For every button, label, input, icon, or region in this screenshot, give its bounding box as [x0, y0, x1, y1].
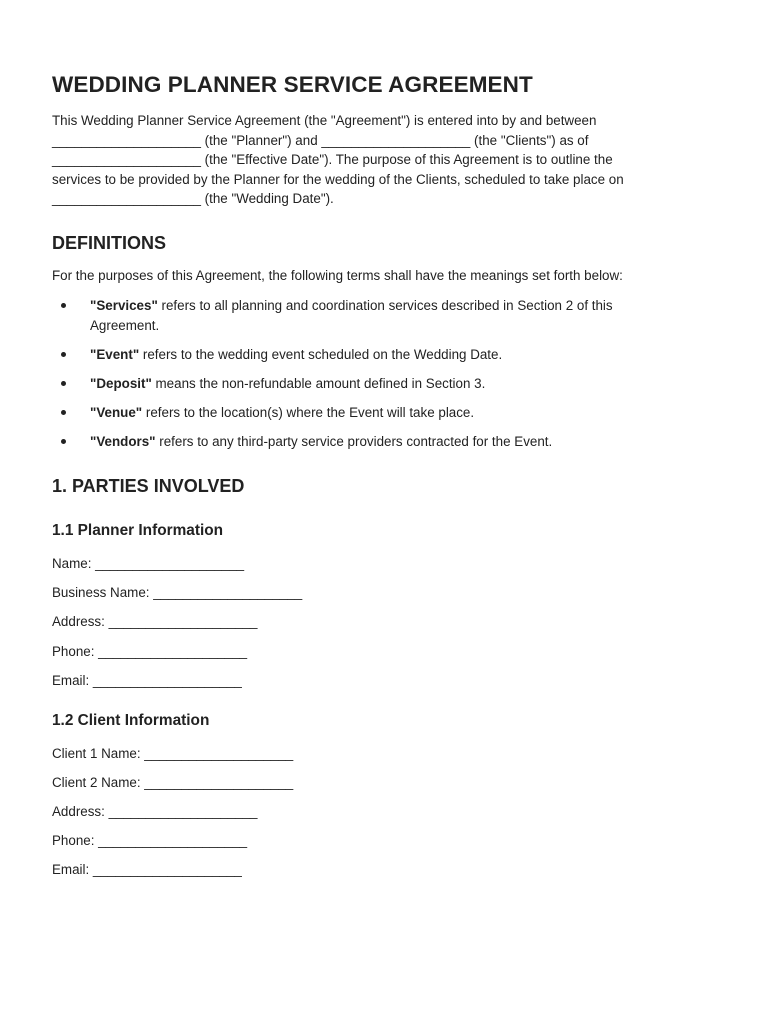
definitions-list: [52, 296, 722, 461]
planner-address-field[interactable]: Address: ____________________: [52, 614, 258, 629]
definition-text: refers to all planning and coordination services described in Section 2 of this: [157, 298, 613, 313]
bullet-icon: [61, 439, 66, 444]
definition-term: "Vendors": [90, 433, 156, 449]
client-address-field[interactable]: Address: ____________________: [52, 804, 258, 819]
client-info-heading: 1.2 Client Information: [52, 712, 210, 729]
intro-line: ____________________ (the "Wedding Date").: [52, 191, 334, 206]
planner-name-field[interactable]: Name: ____________________: [52, 556, 245, 571]
planner-phone-field[interactable]: Phone: ____________________: [52, 644, 248, 659]
client-phone-field[interactable]: Phone: ____________________: [52, 833, 248, 848]
client2-name-field[interactable]: Client 2 Name: ____________________: [52, 775, 294, 790]
definition-term: "Services": [90, 298, 158, 313]
definition-item-event: [52, 345, 722, 365]
bullet-icon: [61, 303, 66, 308]
definitions-lead: For the purposes of this Agreement, the following terms shall have the meanings set forth below:: [52, 268, 623, 283]
bullet-icon: [61, 410, 66, 415]
intro-line: ____________________ (the "Effective Date"). The purpose of this Agreement is to outline the: [52, 152, 613, 167]
planner-business-name-field[interactable]: Business Name: ____________________: [52, 585, 303, 600]
parties-heading: 1. PARTIES INVOLVED: [52, 476, 245, 496]
definition-text: refers to the location(s) where the Event will take place.: [142, 404, 475, 420]
definition-text: Agreement.: [90, 317, 160, 333]
bullet-icon: [61, 352, 66, 357]
definition-term: "Deposit": [90, 375, 152, 391]
intro-line: ____________________ (the "Planner") and ____________________ (the "Clients") as of: [52, 132, 589, 148]
intro-line: This Wedding Planner Service Agreement (the "Agreement") is entered into by and between: [52, 113, 597, 128]
definition-item-venue: [52, 403, 722, 423]
definition-term: "Event": [90, 346, 140, 362]
planner-email-field[interactable]: Email: ____________________: [52, 673, 242, 688]
planner-info-heading: 1.1 Planner Information: [52, 522, 224, 539]
bullet-icon: [61, 381, 66, 386]
document-title: WEDDING PLANNER SERVICE AGREEMENT: [52, 72, 533, 97]
definition-item-deposit: [52, 374, 722, 394]
definitions-heading: DEFINITIONS: [52, 233, 167, 253]
client-email-field[interactable]: Email: ____________________: [52, 862, 242, 877]
definition-text: refers to the wedding event scheduled on the Wedding Date.: [139, 346, 503, 362]
definition-text: refers to any third-party service providers contracted for the Event.: [155, 433, 553, 449]
intro-paragraph: [52, 111, 722, 209]
intro-line: services to be provided by the Planner for the wedding of the Clients, scheduled to take place on: [52, 171, 624, 187]
definition-text: means the non-refundable amount defined in Section 3.: [151, 375, 486, 391]
definition-term: "Venue": [90, 404, 143, 420]
definition-item-services: [52, 296, 722, 335]
definition-item-vendors: [52, 432, 722, 452]
client1-name-field[interactable]: Client 1 Name: ____________________: [52, 746, 294, 761]
